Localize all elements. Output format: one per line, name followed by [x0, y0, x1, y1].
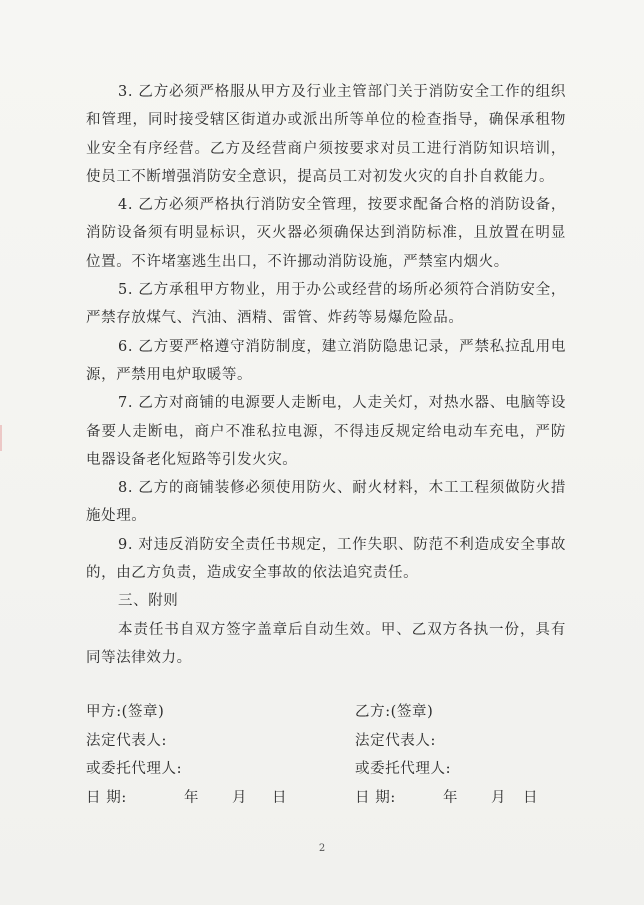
- party-a-legal-rep: 法定代表人:: [86, 732, 167, 749]
- clause-7: 7. 乙方对商铺的电源要人走断电，人走关灯，对热水器、电脑等设备要人走断电，商户不准私拉电源，不得违反规定给电动车充电，严防电器设备老化短路等引发火灾。: [86, 395, 566, 468]
- party-a-date-label: 日 期:: [86, 789, 127, 806]
- party-b-date-row: [355, 784, 585, 813]
- signature-block-party-a: [86, 698, 316, 812]
- party-b-day: 日: [523, 789, 539, 806]
- body-text: [86, 78, 566, 672]
- clause-8: 8. 乙方的商铺装修必须使用防火、耐火材料，木工工程须做防火措施处理。: [86, 480, 566, 525]
- signature-block-party-b: [355, 698, 585, 812]
- party-a-label: 甲方:(签章): [86, 704, 165, 720]
- clause-5: 5. 乙方承租甲方物业，用于办公或经营的场所必须符合消防安全，严禁存放煤气、汽油、酒精、雷管、炸药等易爆危险品。: [86, 282, 566, 327]
- party-a-agent: 或委托代理人:: [86, 761, 183, 777]
- party-b-month: 月: [491, 789, 507, 806]
- party-a-date-row: [86, 784, 316, 813]
- seal-edge-mark: [0, 425, 10, 451]
- party-a-year: 年: [184, 789, 200, 806]
- clause-4: 4. 乙方必须严格执行消防安全管理，按要求配备合格的消防设备，消防设备须有明显标识，灭火器必须确保达到消防标准，且放置在明显位置。不许堵塞逃生出口，不许挪动消防设施，严禁室内烟火。: [86, 197, 566, 270]
- party-b-legal-rep: 法定代表人:: [355, 732, 436, 749]
- party-a-month: 月: [232, 789, 248, 806]
- page-number: 2: [318, 843, 326, 854]
- party-b-date-label: 日 期:: [355, 789, 396, 806]
- clause-3: 3. 乙方必须严格服从甲方及行业主管部门关于消防安全工作的组织和管理，同时接受辖区街道办或派出所等单位的检查指导，确保承租物业安全有序经营。乙方及经营商户须按要求对员工进行消防知识培训，使员工不断增强消防安全意识，提高员工对初发火灾的自扑自救能力。: [86, 84, 566, 185]
- party-b-label: 乙方:(签章): [355, 704, 434, 720]
- clause-9: 9. 对违反消防安全责任书规定，工作失职、防范不利造成安全事故的，由乙方负责，造成安全事故的依法追究责任。: [86, 536, 566, 582]
- clause-6: 6. 乙方要严格遵守消防制度，建立消防隐患记录，严禁私拉乱用电源，严禁用电炉取暖等。: [86, 338, 566, 383]
- closing-paragraph: 本责任书自双方签字盖章后自动生效。甲、乙双方各执一份，具有同等法律效力。: [86, 621, 566, 666]
- party-b-year: 年: [443, 789, 459, 806]
- party-a-day: 日: [272, 789, 288, 806]
- section-title: 三、附则: [118, 593, 179, 610]
- party-b-agent: 或委托代理人:: [355, 761, 452, 777]
